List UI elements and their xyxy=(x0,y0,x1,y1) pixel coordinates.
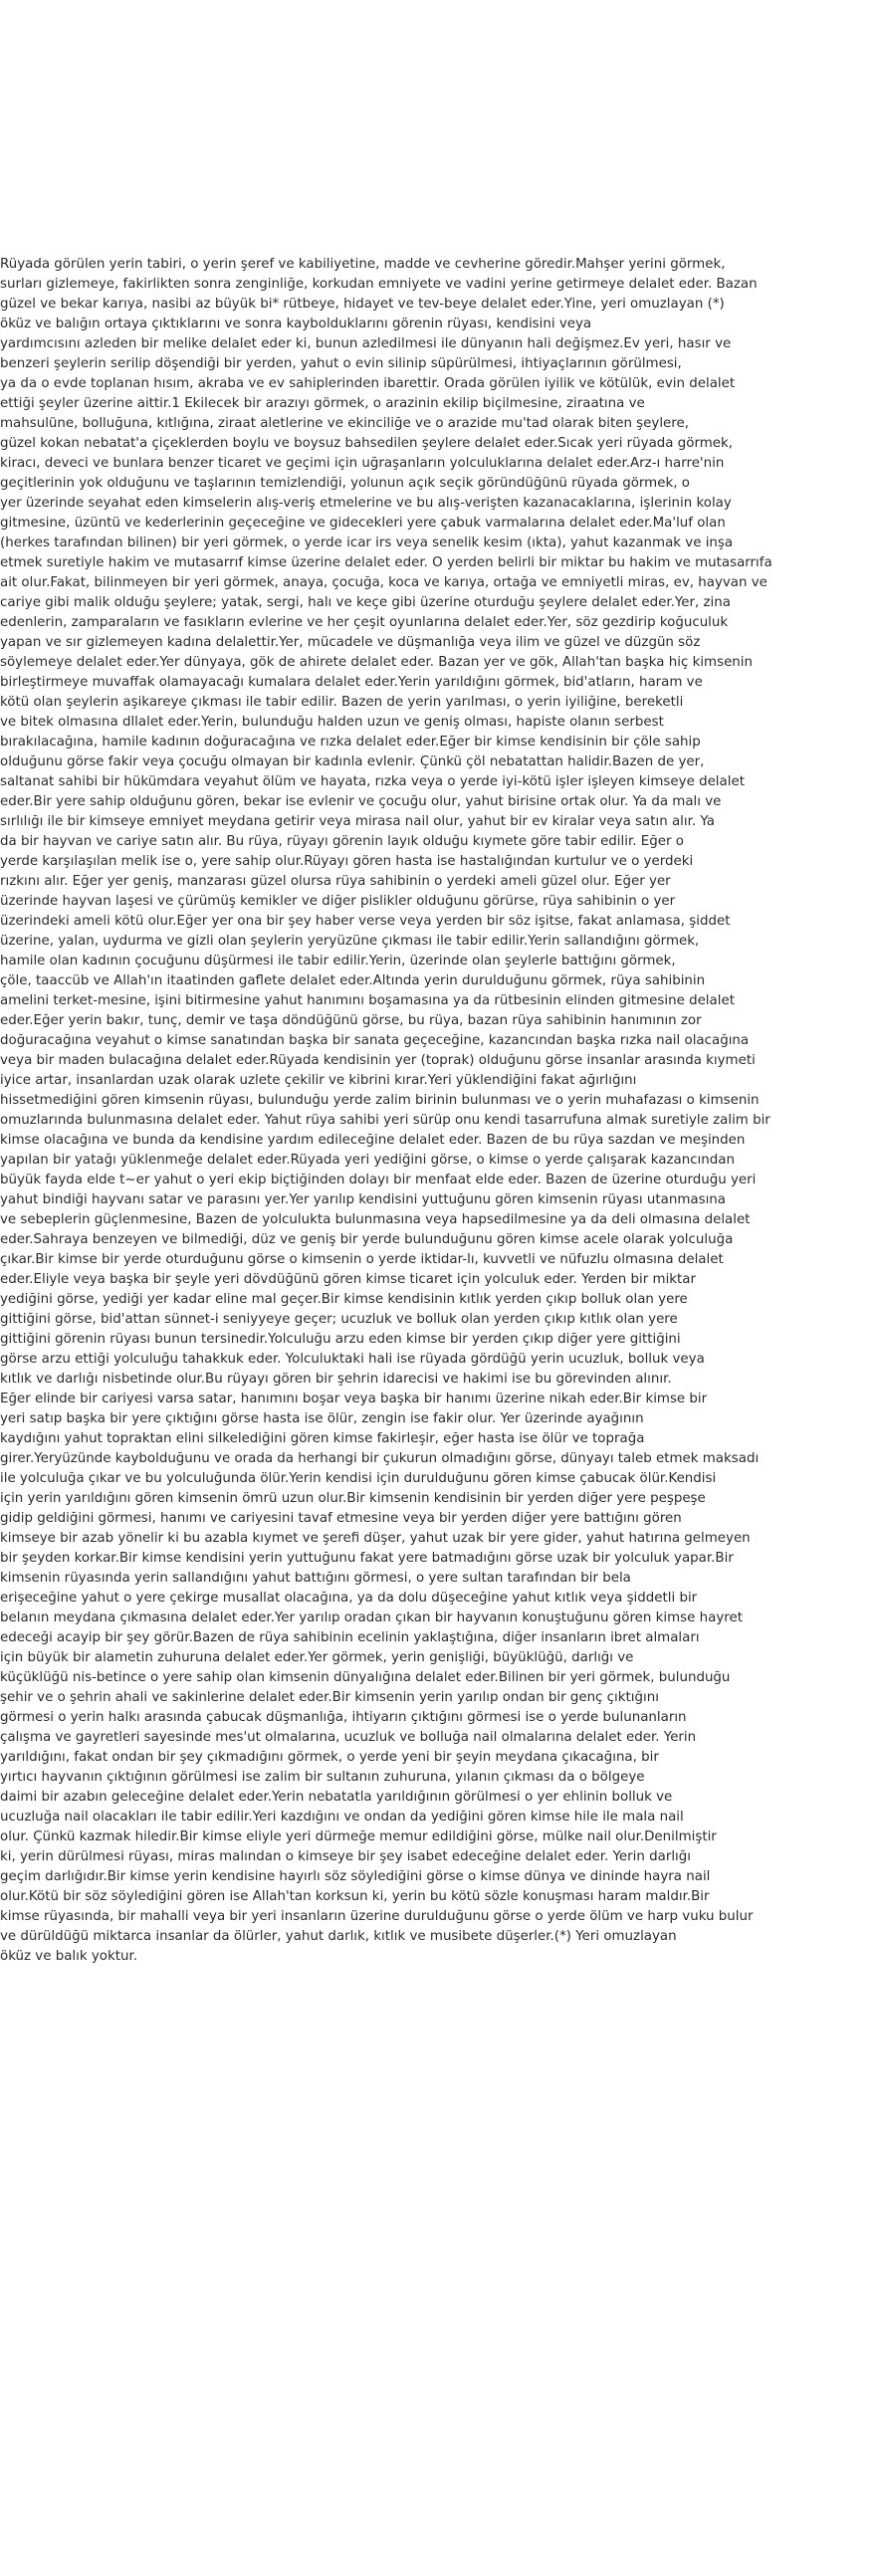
article-body: Rüyada görülen yerin tabiri, o yerin şeref ve kabiliyetine, madde ve cevherine göredir.Mahşer yerini görmek, surları gizlemeye, fakirlikten sonra zenginliğe, korkudan emniyete ve vadini yerine getirmeye delalet eder. Bazan güzel ve bekar karıya, nasibi az büyük bi* rütbeye, hidayet ve tev-beye delalet eder.Yine, yeri omuzlayan (*) öküz ve balığın ortaya çıktıklarını ve sonra kaybolduklarını görenin rüyası, kendisini veya yardımcısını azleden bir melike delalet eder ki, bunun azledilmesi ile dünyanın hali değişmez.Ev yeri, hasır ve benzeri şeylerin serilip döşendiği bir yerden, yahut o evin silinip süpürülmesi, ihtiyaçlarının görülmesi, ya da o evde toplanan hısım, akraba ve ev sahiplerinden ibarettir. Orada görülen iyilik ve kötülük, evin delalet ettiği şeyler üzerine aittir.1 Ekilecek bir arazıyı görmek, o arazinin ekilip biçilmesine, ziraatına ve mahsulüne, bolluğuna, kıtlığına, ziraat aletlerine ve ekinciliğe ve o arazide mu'tad olarak biten şeylere, güzel kokan nebatat'a çiçeklerden boylu ve boysuz bahsedilen şeylere delalet eder.Sıcak yeri rüyada görmek, kiracı, deveci ve bunlara benzer ticaret ve geçimi için uğraşanların yolculuklarına delalet eder.Arz-ı harre'nin geçitlerinin yok olduğunu ve taşlarının temizlendiği, yolunun açık seçik göründüğünü rüyada görmek, o yer üzerinde seyahat eden kimselerin alış-veriş etmelerine ve bu alış-verişten kazanacaklarına, işlerinin kolay gitmesine, üzüntü ve kederlerinin geçeceğine ve gidecekleri yere çabuk varmalarına delalet eder.Ma'luf olan (herkes tarafından bilinen) bir yeri görmek, o yerde icar irs veya senelik kesim (ıkta), yahut kazanmak ve inşa etmek suretiyle hakim ve mutasarrıf kimse üzerine delalet eder. O yerden belirli bir miktar bu hakim ve mutasarrıfa ait olur.Fakat, bilinmeyen bir yeri görmek, anaya, çocuğa, koca ve karıya, ortağa ve emniyetli miras, ev, hayvan ve cariye gibi malik olduğu şeylere; yatak, sergi, halı ve keçe gibi üzerine oturduğu şeylere delalet eder.Yer, zina edenlerin, zamparaların ve fasıkların evlerine ve her çeşit oyunlarına delalet eder.Yer, söz gezdirip koğuculuk yapan ve sır gizlemeyen kadına delalettir.Yer, mücadele ve düşmanlığa veya ilim ve güzel ve düzgün söz söylemeye delalet eder.Yer dünyaya, gök de ahirete delalet eder. Bazan yer ve gök, Allah'tan başka hiç kimsenin birleştirmeye muvaffak olamayacağı kumalara delalet eder.Yerin yarıldığını görmek, bid'atların, haram ve kötü olan şeylerin aşikareye çıkması ile tabir edilir. Bazen de yerin yarılması, o yerin iyiliğine, bereketli ve bitek olmasına dllalet eder.Yerin, bulunduğu halden uzun ve geniş olması, hapiste olanın serbest bırakılacağına, hamile kadının doğuracağına ve rızka delalet eder.Eğer bir kimse kendisinin bir çöle sahip olduğunu görse fakir veya çocuğu olmayan bir kadınla evlenir. Çünkü çöl nebatattan halidir.Bazen de yer, saltanat sahibi bir hükümdara veyahut ölüm ve hayata, rızka veya o yerde iyi-kötü işler işleyen kimseye delalet eder.Bir yere sahip olduğunu gören, bekar ise evlenir ve çocuğu olur, yahut birisine ortak olur. Ya da malı ve sırlılığı ile bir kimseye emniyet meydana getirir veya mirasa nail olur, yahut bir ev kiralar veya satın alır. Ya da bir hayvan ve cariye satın alır. Bu rüya, rüyayı görenin layık olduğu kıymete göre tabir edilir. Eğer o yerde karşılaşılan melik ise o, yere sahip olur.Rüyayı gören hasta ise hastalığından kurtulur ve o yerdeki rızkını alır. Eğer yer geniş, manzarası güzel olursa rüya sahibinin o yerdeki ameli güzel olur. Eğer yer üzerinde hayvan laşesi ve çürümüş kemikler ve diğer pislikler olduğunu görürse, rüya sahibinin o yer üzerindeki ameli kötü olur.Eğer yer ona bir şey haber verse veya yerden bir söz işitse, fakat anlamasa, şiddet üzerine, yalan, uydurma ve gizli olan şeylerin yeryüzüne çıkması ile tabir edilir.Yerin sallandığını görmek, hamile olan kadının çocuğunu düşürmesi ile tabir edilir.Yerin, üzerinde olan şeylerle battığını görmek, çöle, taaccüb ve Allah'ın itaatinden gaflete delalet eder.Altında yerin durulduğunu görmek, rüya sahibinin amelini terket-mesine, işini bitirmesine yahut hanımını boşamasına ya da rütbesinin elinden gitmesine delalet eder.Eğer yerin bakır, tunç, demir ve taşa döndüğünü görse, bu rüya, bazan rüya sahibinin hanımının zor doğuracağına veyahut o kimse sanatından başka bir sanata geçeceğine, kazancından başka rızka nail olacağına veya bir maden bulacağına delalet eder.Rüyada kendisinin yer (toprak) olduğunu görse insanlar arasında kıymeti iyice artar, insanlardan uzak olarak uzlete çekilir ve kibrini kırar.Yeri yüklendiğini fakat ağırlığını hissetmediğini gören kimsenin rüyası, bulunduğu yerde zalim birinin bulunması ve o yerin muhafazası o kimsenin omuzlarında bulunmasına delalet eder. Yahut rüya sahibi yeri sürüp onu kendi tasarrufuna almak suretiyle zalim bir kimse olacağına ve bunda da kendisine yardım edileceğine delalet eder. Bazen de bu rüya sazdan ve meşinden yapılan bir yatağı yüklenmeğe delalet eder.Rüyada yeri yediğini görse, o kimse o yerde çalışarak kazancından büyük fayda elde t~er yahut o yeri ekip biçtiğinden dolayı bir menfaat elde eder. Bazen de üzerine oturduğu yeri yahut bindiği hayvanı satar ve parasını yer.Yer yarılıp kendisini yuttuğunu gören kimsenin rüyası utanmasına ve sebeplerin güçlenmesine, Bazen de yolculukta bulunmasına veya hapsedilmesine ya da deli olmasına delalet eder.Sahraya benzeyen ve bilmediği, düz ve geniş bir yerde bulunduğunu gören kimse acele olarak yolculuğa çıkar.Bir kimse bir yerde oturduğunu görse o kimsenin o yerde iktidar-lı, kuvvetli ve nüfuzlu olmasına delalet eder.Eliyle veya başka bir şeyle yeri dövdüğünü gören kimse ticaret için yolculuk eder. Yerden bir miktar yediğini görse, yediği yer kadar eline mal geçer.Bir kimse kendisinin kıtlık yerden çıkıp bolluk olan yere gittiğini görse, bid'attan sünnet-i seniyyeye geçer; ucuzluk ve bolluk olan yerden çıkıp kıtlık olan yere gittiğini görenin rüyası bunun tersinedir.Yolculuğu arzu eden kimse bir yerden çıkıp diğer yere gittiğini görse arzu ettiği yolculuğu tahakkuk eder. Yolculuktaki hali ise rüyada gördüğü yerin ucuzluk, bolluk veya kıtlık ve darlığı nisbetinde olur.Bu rüyayı gören bir şehrin idarecisi ve hakimi ise bu görevinden alınır. Eğer elinde bir cariyesi varsa satar, hanımını boşar veya başka bir hanımı üzerine nikah eder.Bir kimse bir yeri satıp başka bir yere çıktığını görse hasta ise ölür, zengin ise fakir olur. Yer üzerinde ayağının kaydığını yahut topraktan elini silkelediğini gören kimse fakirleşir, eğer hasta ise ölür ve toprağa girer.Yeryüzünde kaybolduğunu ve orada da herhangi bir çukurun olmadığını görse, dünyayı taleb etmek maksadı ile yolculuğa çıkar ve bu yolculuğunda ölür.Yerin kendisi için durulduğunu gören kimse çabucak ölür.Kendisi için yerin yarıldığını gören kimsenin ömrü uzun olur.Bir kimsenin kendisinin bir yerden diğer yere peşpeşe gidip geldiğini görmesi, hanımı ve cariyesini tavaf etmesine veya bir yerden diğer yere battığını gören kimseye bir azab yönelir ki bu azabla kıymet ve şerefi düşer, yahut uzak bir yere gider, yahut hatırına gelmeyen bir şeyden korkar.Bir kimse kendisini yerin yuttuğunu fakat yere batmadığını görse uzak bir yolculuk yapar.Bir kimsenin rüyasında yerin sallandığını yahut battığını görmesi, o yere sultan tarafından bir bela erişeceğine yahut o yere çekirge musallat olacağına, ya da dolu düşeceğine yahut kıtlık veya şiddetli bir belanın meydana çıkmasına delalet eder.Yer yarılıp oradan çıkan bir hayvanın konuştuğunu gören kimse hayret edeceği acayip bir şey görür.Bazen de rüya sahibinin ecelinin yaklaştığına, diğer insanların ibret almaları için büyük bir alametin zuhuruna delalet eder.Yer görmek, yerin genişliği, büyüklüğü, darlığı ve küçüklüğü nis-betince o yere sahip olan kimsenin dünyalığına delalet eder.Bilinen bir yeri görmek, bulunduğu şehir ve o şehrin ahali ve sakinlerine delalet eder.Bir kimsenin yerin yarılıp ondan bir genç çıktığını görmesi o yerin halkı arasında çabucak düşmanlığa, ihtiyarın çıktığını görmesi ise o yerde bulunanların çalışma ve gayretleri sayesinde mes'ut olmalarına, ucuzluk ve bolluğa nail olmalarına delalet eder. Yerin yarıldığını, fakat ondan bir şey çıkmadığını görmek, o yerde yeni bir şeyin meydana çıkacağına, bir yırtıcı hayvanın çıktığının görülmesi ise zalim bir sultanın zuhuruna, yılanın çıkması da o bölgeye daimi bir azabın geleceğine delalet eder.Yerin nebatatla yarıldığının görülmesi o yer ehlinin bolluk ve ucuzluğa nail olacakları ile tabir edilir.Yeri kazdığını ve ondan da yediğini gören kimse hile ile mala nail olur. Çünkü kazmak hiledir.Bir kimse eliyle yeri dürmeğe memur edildiğini görse, mülke nail olur.Denilmiştir ki, yerin dürülmesi rüyası, miras malından o kimseye bir şey isabet edeceğine delalet eder. Yerin darlığı geçim darlığıdır.Bir kimse yerin kendisine hayırlı söz söylediğini görse o kimse dünya ve dininde hayra nail olur.Kötü bir söz söylediğini gören ise Allah'tan korksun ki, yerin bu kötü sözle konuşması haram maldır.Bir kimse rüyasında, bir mahalli veya bir yeri insanların üzerine durulduğunu görse o yerde ölüm ve harp vuku bulur ve dürüldüğü miktarca insanlar da ölürler, yahut darlık, kıtlık ve musibete düşerler.(*) Yeri omuzlayan öküz ve balık yoktur. xyxy=(0,257,772,1964)
